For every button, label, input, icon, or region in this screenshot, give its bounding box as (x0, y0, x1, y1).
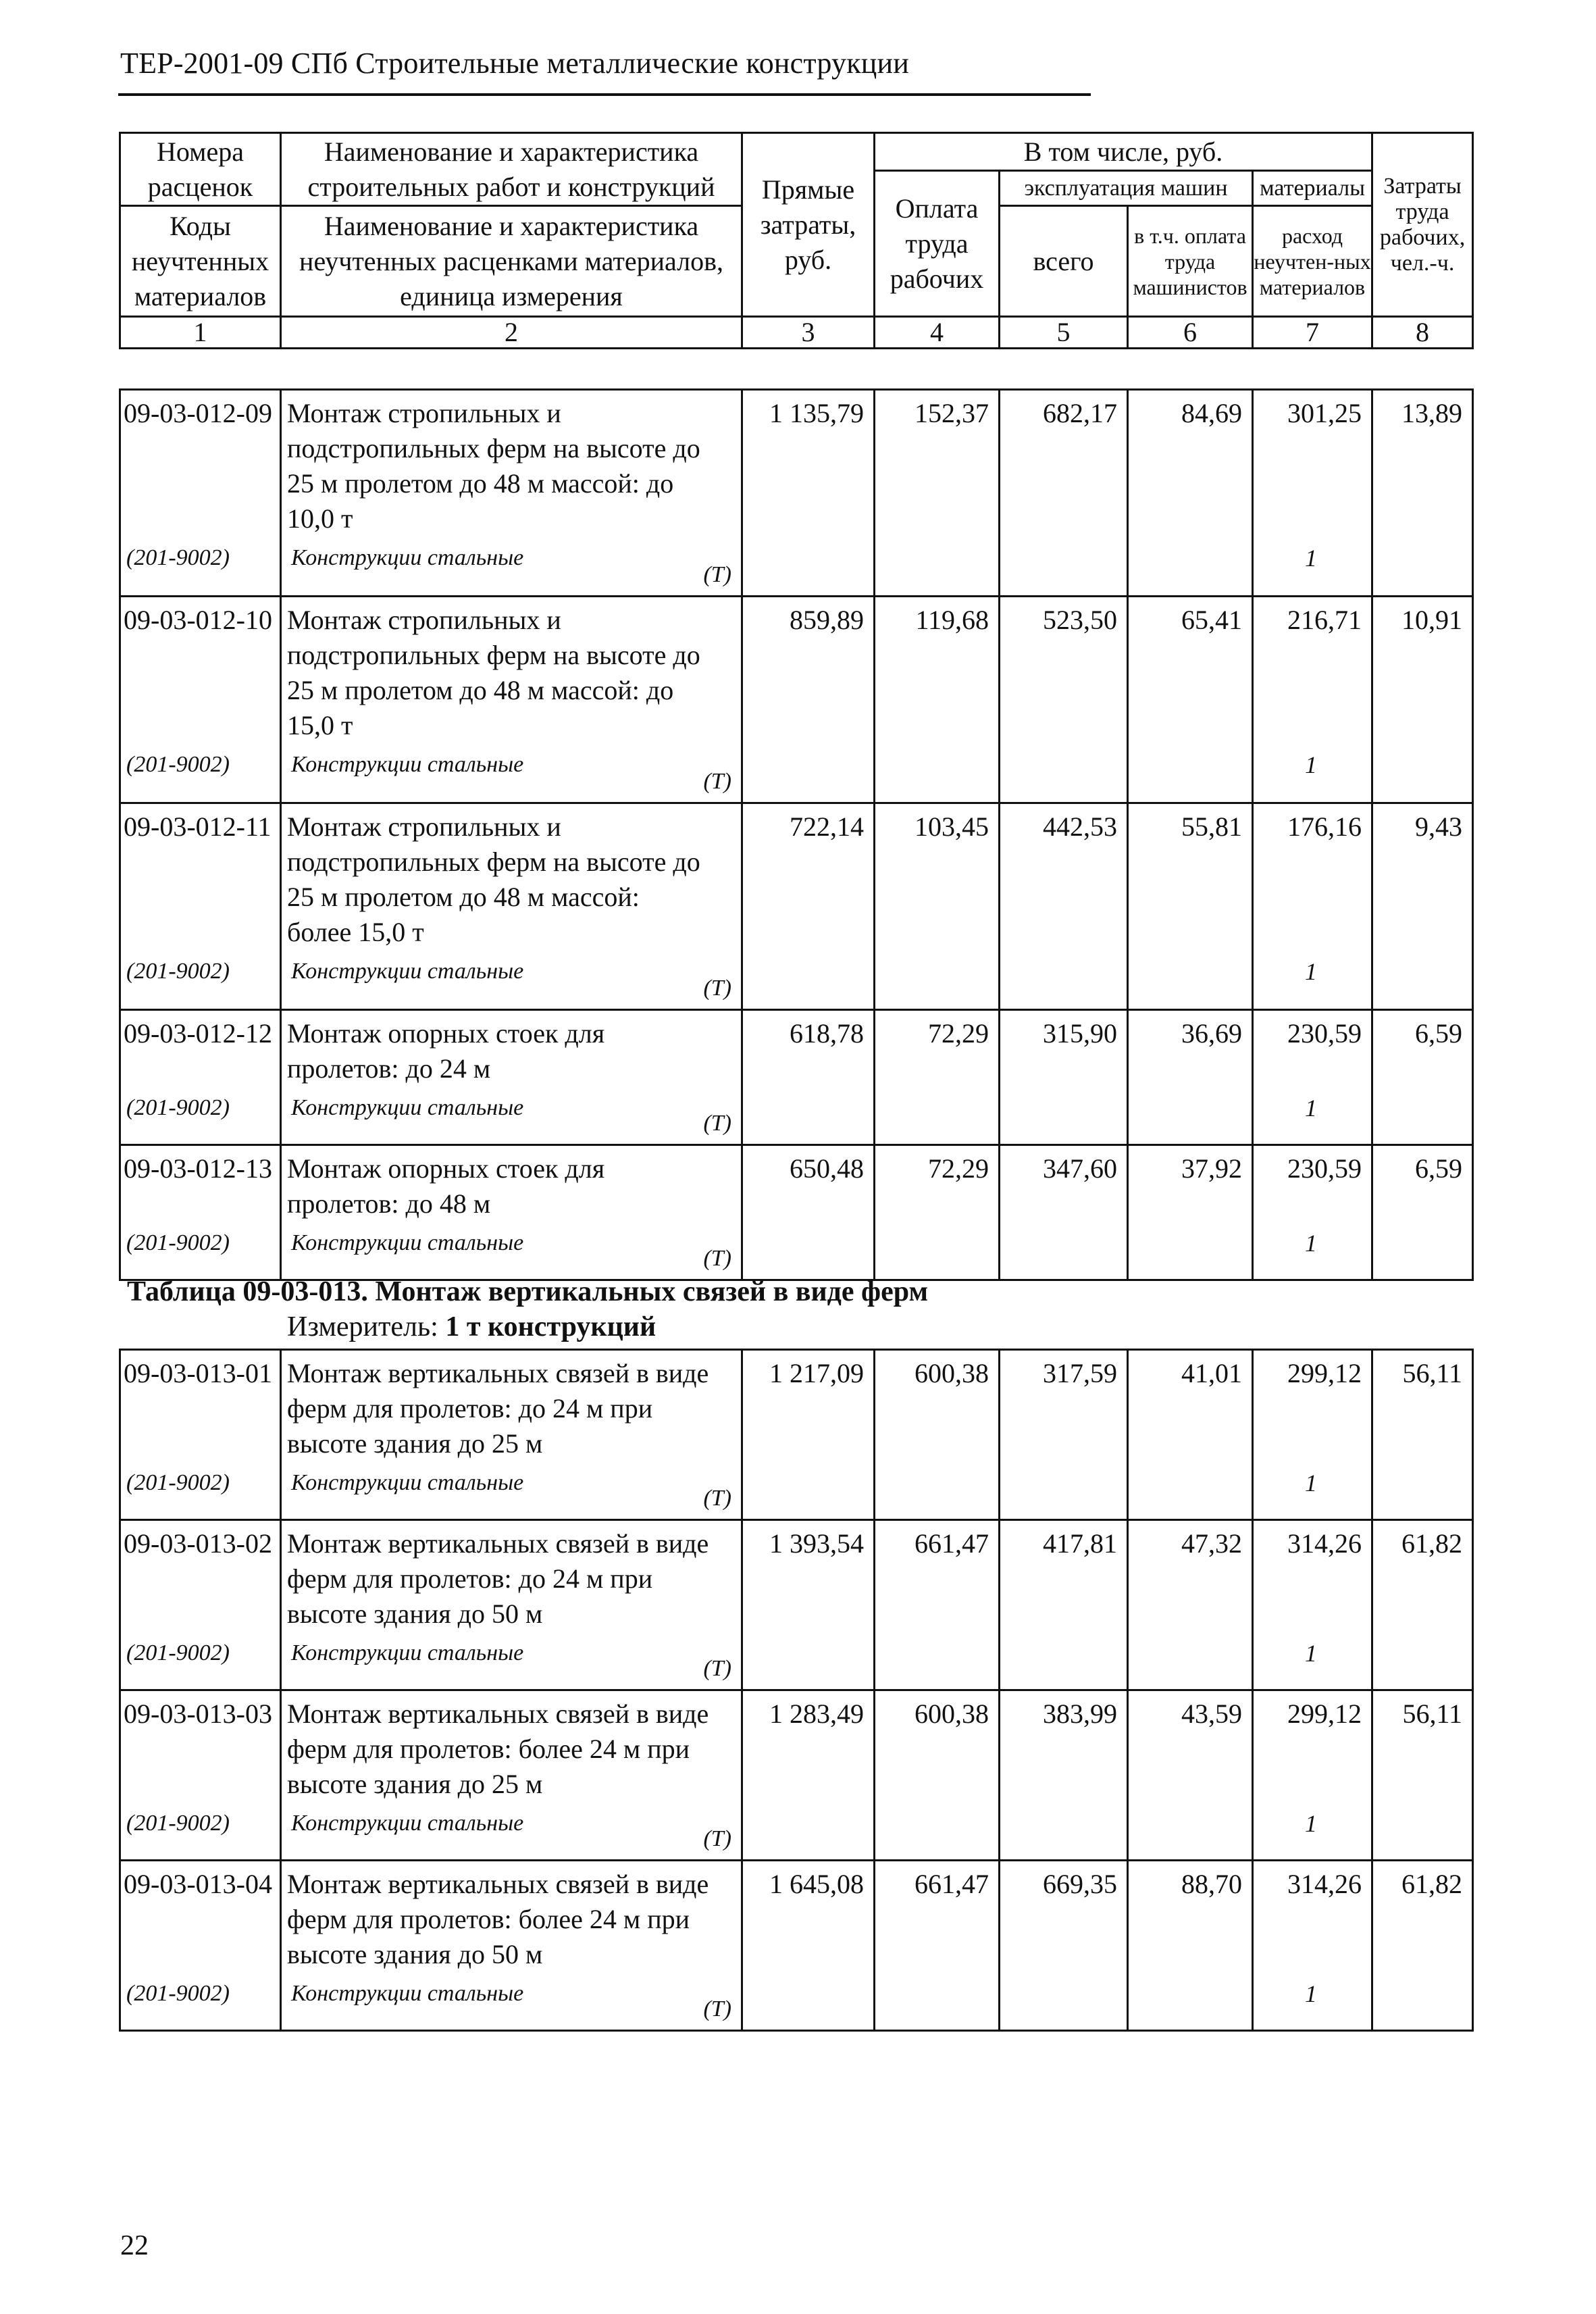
material-quantity: 1 (1305, 751, 1317, 778)
value: 37,92 (1181, 1153, 1242, 1184)
value-col-7 (1253, 1520, 1372, 1690)
description-line: ферм для пролетов: более 24 м при (287, 1734, 690, 1764)
description-line: подстропильных ферм на высоте до (287, 847, 700, 877)
column-number: 4 (875, 317, 1000, 349)
description-line: пролетов: до 48 м (287, 1188, 491, 1219)
material-quantity: 1 (1305, 1095, 1317, 1122)
rate-code-cell (120, 1861, 281, 2031)
measure-value: 1 т конструкций (445, 1311, 657, 1342)
page-header: ТЕР-2001-09 СПб Строительные металлические конструкции (120, 47, 910, 80)
material-code: (201-9002) (126, 752, 230, 777)
material-quantity: 1 (1305, 1230, 1317, 1257)
value-col-8 (1372, 1145, 1473, 1280)
value: 618,78 (790, 1018, 864, 1049)
header-machinist-pay: в т.ч. оплата труда машинистов (1128, 206, 1253, 317)
description-line: Монтаж вертикальных связей в виде (287, 1358, 709, 1388)
description-line: высоте здания до 50 м (287, 1939, 543, 1969)
value-col-5 (1000, 1350, 1128, 1520)
value-col-3 (742, 1010, 875, 1145)
rate-row (120, 1350, 1473, 1520)
value-col-3 (742, 1145, 875, 1280)
value-col-7 (1253, 803, 1372, 1010)
material-code: (201-9002) (126, 1095, 230, 1120)
header-machine-operation: эксплуатация машин (1000, 171, 1253, 206)
value: 61,82 (1401, 1528, 1462, 1559)
rate-code-cell (120, 1520, 281, 1690)
material-name: Конструкции стальные (291, 1811, 524, 1836)
value-col-6 (1128, 597, 1253, 803)
value: 1 393,54 (769, 1528, 864, 1559)
value-col-8 (1372, 1010, 1473, 1145)
value: 65,41 (1181, 605, 1242, 635)
value: 523,50 (1043, 605, 1117, 635)
rate-code-cell (120, 390, 281, 597)
description-line: Монтаж вертикальных связей в виде (287, 1699, 709, 1729)
material-quantity: 1 (1305, 1469, 1317, 1496)
description-line: Монтаж опорных стоек для (287, 1153, 605, 1184)
value-col-8 (1372, 1350, 1473, 1520)
material-quantity: 1 (1305, 1810, 1317, 1837)
header-worker-pay: Оплата труда рабочих (875, 171, 1000, 317)
value: 216,71 (1287, 605, 1362, 635)
measure-label: Измеритель: (287, 1311, 438, 1342)
rate-code: 09-03-013-01 (124, 1358, 272, 1388)
description-line: Монтаж стропильных и (287, 811, 561, 842)
value: 56,11 (1402, 1699, 1462, 1729)
rate-code: 09-03-012-10 (124, 605, 272, 635)
header-rule (118, 93, 1091, 96)
description-line: 25 м пролетом до 48 м массой: до (287, 468, 674, 499)
rate-code: 09-03-012-13 (124, 1153, 272, 1184)
material-code: (201-9002) (126, 959, 230, 984)
value-col-6 (1128, 1145, 1253, 1280)
rate-description-cell (281, 1010, 742, 1145)
value: 347,60 (1043, 1153, 1117, 1184)
value: 682,17 (1043, 398, 1117, 428)
value: 47,32 (1181, 1528, 1242, 1559)
rate-row (120, 1010, 1473, 1145)
header-unaccounted-codes: Коды неучтенных материалов (120, 206, 281, 317)
column-number: 5 (1000, 317, 1128, 349)
column-numbers-row (120, 317, 1473, 349)
material-quantity: 1 (1305, 1640, 1317, 1667)
value-col-6 (1128, 1690, 1253, 1861)
value-col-7 (1253, 1145, 1372, 1280)
value-col-5 (1000, 1010, 1128, 1145)
rate-row (120, 1145, 1473, 1280)
column-number: 7 (1253, 317, 1372, 349)
rate-code: 09-03-012-12 (124, 1018, 272, 1049)
value-col-6 (1128, 1350, 1253, 1520)
header-materials: материалы (1253, 171, 1372, 206)
rate-code-cell (120, 1350, 281, 1520)
material-name: Конструкции стальные (291, 1230, 524, 1255)
rate-row (120, 1861, 1473, 2031)
material-code: (201-9002) (126, 1981, 230, 2006)
material-name: Конструкции стальные (291, 1470, 524, 1495)
description-line: ферм для пролетов: до 24 м при (287, 1393, 653, 1424)
header-unaccounted-materials: расход неучтен-ных материалов (1253, 206, 1372, 317)
rate-row (120, 597, 1473, 803)
value: 442,53 (1043, 811, 1117, 842)
material-code: (201-9002) (126, 1640, 230, 1665)
page-number: 22 (120, 2230, 149, 2261)
value: 9,43 (1415, 811, 1462, 842)
value: 41,01 (1181, 1358, 1242, 1388)
value: 84,69 (1181, 398, 1242, 428)
value: 103,45 (915, 811, 989, 842)
rate-code: 09-03-012-11 (124, 811, 272, 842)
value-col-4 (875, 1861, 1000, 2031)
value: 1 283,49 (769, 1699, 864, 1729)
material-name: Конструкции стальные (291, 752, 524, 777)
description-line: пролетов: до 24 м (287, 1053, 491, 1084)
description-line: ферм для пролетов: более 24 м при (287, 1904, 690, 1934)
measure-line (287, 1311, 656, 1343)
value: 317,59 (1043, 1358, 1117, 1388)
value-col-3 (742, 1690, 875, 1861)
value: 61,82 (1401, 1869, 1462, 1899)
header-unaccounted-names: Наименование и характеристика неучтенных расценками материалов, единица измерения (281, 206, 742, 317)
material-unit: (Т) (703, 1996, 731, 2021)
description-line: высоте здания до 25 м (287, 1769, 543, 1799)
value: 176,16 (1287, 811, 1362, 842)
rate-description-cell (281, 1520, 742, 1690)
rate-description-cell (281, 1145, 742, 1280)
rate-row (120, 1520, 1473, 1690)
value-col-6 (1128, 390, 1253, 597)
value: 314,26 (1287, 1528, 1362, 1559)
value: 72,29 (928, 1153, 989, 1184)
rate-description-cell (281, 390, 742, 597)
value-col-4 (875, 1145, 1000, 1280)
value-col-8 (1372, 390, 1473, 597)
column-header-table (119, 132, 1474, 349)
value-col-3 (742, 1350, 875, 1520)
rate-code-cell (120, 597, 281, 803)
description-line: 25 м пролетом до 48 м массой: (287, 882, 640, 912)
column-number: 6 (1128, 317, 1253, 349)
material-unit: (Т) (703, 1826, 731, 1851)
value-col-7 (1253, 1350, 1372, 1520)
rate-row (120, 390, 1473, 597)
header-labor-hours: Затраты труда рабочих, чел.-ч. (1372, 133, 1473, 317)
value-col-8 (1372, 1520, 1473, 1690)
value: 417,81 (1043, 1528, 1117, 1559)
column-number: 8 (1372, 317, 1473, 349)
material-unit: (Т) (703, 1246, 731, 1271)
material-unit: (Т) (703, 1111, 731, 1136)
header-direct-costs: Прямые затраты, руб. (742, 133, 875, 317)
material-unit: (Т) (703, 976, 731, 1001)
rate-code: 09-03-013-04 (124, 1869, 272, 1899)
value: 72,29 (928, 1018, 989, 1049)
value: 600,38 (915, 1358, 989, 1388)
value: 10,91 (1401, 605, 1462, 635)
column-number: 2 (281, 317, 742, 349)
value: 13,89 (1401, 398, 1462, 428)
value-col-8 (1372, 803, 1473, 1010)
value: 1 645,08 (769, 1869, 864, 1899)
value-col-8 (1372, 1861, 1473, 2031)
rates-table-013 (119, 1349, 1474, 2032)
value-col-6 (1128, 1520, 1253, 1690)
value: 650,48 (790, 1153, 864, 1184)
material-code: (201-9002) (126, 1811, 230, 1836)
value-col-4 (875, 390, 1000, 597)
value: 152,37 (915, 398, 989, 428)
value-col-4 (875, 1010, 1000, 1145)
description-line: 25 м пролетом до 48 м массой: до (287, 675, 674, 705)
value-col-3 (742, 597, 875, 803)
description-line: Монтаж стропильных и (287, 398, 561, 428)
header-machine-total: всего (1000, 206, 1128, 317)
value-col-5 (1000, 1520, 1128, 1690)
column-number: 3 (742, 317, 875, 349)
material-name: Конструкции стальные (291, 959, 524, 984)
value-col-4 (875, 1690, 1000, 1861)
rate-row (120, 1690, 1473, 1861)
value: 299,12 (1287, 1699, 1362, 1729)
value-col-8 (1372, 1690, 1473, 1861)
value-col-5 (1000, 597, 1128, 803)
value: 661,47 (915, 1869, 989, 1899)
description-line: подстропильных ферм на высоте до (287, 433, 700, 463)
value: 299,12 (1287, 1358, 1362, 1388)
rates-table-012 (119, 388, 1474, 1281)
value-col-5 (1000, 1145, 1128, 1280)
material-name: Конструкции стальные (291, 1981, 524, 2006)
value: 669,35 (1043, 1869, 1117, 1899)
description-line: ферм для пролетов: до 24 м при (287, 1563, 653, 1594)
material-unit: (Т) (703, 1656, 731, 1681)
value: 230,59 (1287, 1018, 1362, 1049)
description-line: Монтаж стропильных и (287, 605, 561, 635)
value-col-6 (1128, 803, 1253, 1010)
material-quantity: 1 (1305, 958, 1317, 985)
value-col-8 (1372, 597, 1473, 803)
value: 88,70 (1181, 1869, 1242, 1899)
material-code: (201-9002) (126, 1230, 230, 1255)
value: 43,59 (1181, 1699, 1242, 1729)
value: 661,47 (915, 1528, 989, 1559)
rate-code-cell (120, 803, 281, 1010)
value-col-3 (742, 390, 875, 597)
value: 6,59 (1415, 1153, 1462, 1184)
material-code: (201-9002) (126, 1470, 230, 1495)
value: 301,25 (1287, 398, 1362, 428)
value: 1 217,09 (769, 1358, 864, 1388)
value-col-4 (875, 1350, 1000, 1520)
rate-code: 09-03-013-03 (124, 1699, 272, 1729)
value-col-5 (1000, 1861, 1128, 2031)
table-title: Таблица 09-03-013. Монтаж вертикальных связей в виде ферм (127, 1276, 929, 1307)
value-col-5 (1000, 803, 1128, 1010)
value-col-3 (742, 1520, 875, 1690)
description-line: более 15,0 т (287, 917, 424, 947)
value: 56,11 (1402, 1358, 1462, 1388)
rate-description-cell (281, 1861, 742, 2031)
value: 314,26 (1287, 1869, 1362, 1899)
value-col-6 (1128, 1861, 1253, 2031)
value-col-7 (1253, 1861, 1372, 2031)
header-including: В том числе, руб. (875, 133, 1372, 171)
value-col-7 (1253, 1010, 1372, 1145)
material-quantity: 1 (1305, 545, 1317, 572)
value-col-3 (742, 803, 875, 1010)
value: 722,14 (790, 811, 864, 842)
value-col-5 (1000, 390, 1128, 597)
value-col-4 (875, 597, 1000, 803)
material-name: Конструкции стальные (291, 1095, 524, 1120)
description-line: 15,0 т (287, 710, 353, 740)
value-col-4 (875, 803, 1000, 1010)
value: 315,90 (1043, 1018, 1117, 1049)
rate-code: 09-03-012-09 (124, 398, 272, 428)
value-col-3 (742, 1861, 875, 2031)
value-col-4 (875, 1520, 1000, 1690)
material-unit: (Т) (703, 769, 731, 794)
description-line: Монтаж опорных стоек для (287, 1018, 605, 1049)
description-line: Монтаж вертикальных связей в виде (287, 1528, 709, 1559)
value: 6,59 (1415, 1018, 1462, 1049)
rate-row (120, 803, 1473, 1010)
material-code: (201-9002) (126, 545, 230, 570)
material-name: Конструкции стальные (291, 1640, 524, 1665)
value: 859,89 (790, 605, 864, 635)
value: 1 135,79 (769, 398, 864, 428)
description-line: высоте здания до 50 м (287, 1599, 543, 1629)
value-col-5 (1000, 1690, 1128, 1861)
value-col-7 (1253, 390, 1372, 597)
value: 119,68 (915, 605, 989, 635)
value-col-7 (1253, 597, 1372, 803)
rate-description-cell (281, 1350, 742, 1520)
description-line: высоте здания до 25 м (287, 1428, 543, 1459)
description-line: 10,0 т (287, 503, 353, 534)
header-work-name: Наименование и характеристика строительных работ и конструкций (281, 133, 742, 206)
material-unit: (Т) (703, 562, 731, 587)
header-rate-numbers: Номера расценок (120, 133, 281, 206)
rate-code-cell (120, 1010, 281, 1145)
rate-code-cell (120, 1145, 281, 1280)
material-quantity: 1 (1305, 1980, 1317, 2007)
value-col-7 (1253, 1690, 1372, 1861)
value: 600,38 (915, 1699, 989, 1729)
description-line: подстропильных ферм на высоте до (287, 640, 700, 670)
value: 230,59 (1287, 1153, 1362, 1184)
value: 383,99 (1043, 1699, 1117, 1729)
rate-description-cell (281, 1690, 742, 1861)
rate-code: 09-03-013-02 (124, 1528, 272, 1559)
material-name: Конструкции стальные (291, 545, 524, 570)
column-number: 1 (120, 317, 281, 349)
value: 36,69 (1181, 1018, 1242, 1049)
material-unit: (Т) (703, 1486, 731, 1511)
value-col-6 (1128, 1010, 1253, 1145)
rate-description-cell (281, 597, 742, 803)
rate-code-cell (120, 1690, 281, 1861)
rate-description-cell (281, 803, 742, 1010)
value: 55,81 (1181, 811, 1242, 842)
description-line: Монтаж вертикальных связей в виде (287, 1869, 709, 1899)
